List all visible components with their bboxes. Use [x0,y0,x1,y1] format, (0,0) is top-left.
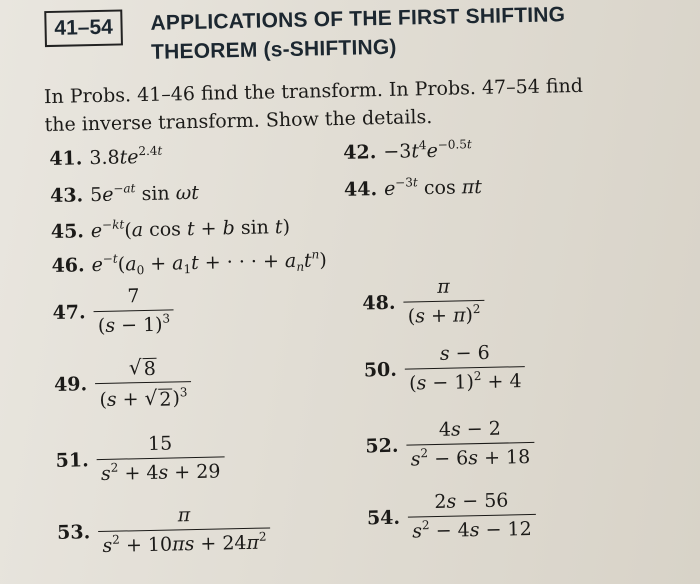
problem-50-number: 50. [363,358,398,381]
problem-49-number: 49. [53,372,88,396]
problem-48 [362,275,485,329]
problem-46-expr: $e^{-t}(a_0 + a_1t$ + · · · + $a_nt^n$) [91,247,328,278]
problem-52 [365,417,535,472]
problem-47 [52,284,174,338]
problem-48-number: 48. [362,291,396,314]
problem-45-expr: $e^{-kt}(a$ cos t + b sin t) [90,215,291,243]
problem-54 [366,489,536,544]
problem-53-fraction: π $s^2 + 10\pi s + 24\pi^2$ [98,502,271,557]
problem-54-fraction: $\frac{2s - 56}{s^2 - 4s - 12}$ [407,489,535,543]
section-title-line2: THEOREM (s-SHIFTING) [150,35,397,64]
problem-52-number: 52. [365,434,399,457]
problem-44-expr: $e^{-3t}$ cos πt [383,175,483,200]
problem-46-number: 46. [51,254,85,277]
problem-51 [55,431,225,486]
problem-43 [50,182,199,207]
problem-53-number: 53. [56,520,91,544]
problem-47-number: 47. [52,300,86,324]
section-range-box: 41–54 [44,9,123,47]
section-title-line1: APPLICATIONS OF THE FIRST SHIFTING [150,3,566,35]
problem-42 [343,139,472,164]
problem-49-fraction: √ 8 (s + √ 2 )$^3$ [95,354,192,411]
problem-41-expr: $3.8te^{2.4t}$ [89,143,163,170]
problem-52-fraction: $\frac{4s - 2}{s^2 - 6s + 18}$ [406,417,534,471]
problem-50-fraction: $\frac{s - 6}{(s - 1)^2 + 4}$ [404,341,525,395]
problem-51-number: 51. [55,448,89,472]
problem-48-fraction: $\frac{\pi}{(s + \pi)^2}$ [403,275,485,328]
problem-46 [51,249,327,277]
problem-43-expr: $5e^{-at}$ sin ωt [89,181,200,207]
problem-51-fraction: $\frac{15}{s^2 + 4s + 29}$ [96,431,224,485]
problem-41-number: 41. [49,147,83,170]
instructions-line1: In Probs. 41–46 find the transform. In Probs. 47–54 find [43,74,584,109]
problem-42-expr: $-3t^4e^{-0.5t}$ [383,137,472,164]
instructions-line2: the inverse transform. Show the details. [44,105,433,137]
problem-43-number: 43. [49,184,84,207]
problem-53 [57,502,271,557]
problem-54-number: 54. [366,506,401,529]
problem-44 [344,176,482,201]
problem-49 [53,354,191,412]
instructions [44,70,665,139]
problem-42-number: 42. [343,141,377,164]
problem-45-number: 45. [50,220,85,243]
problem-47-fraction: $\frac{7}{(s - 1)^3}$ [93,284,174,337]
problem-44-number: 44. [343,178,378,201]
problem-45 [51,216,291,243]
problem-41 [49,143,163,170]
problem-50 [363,341,526,395]
section-title [150,0,671,67]
